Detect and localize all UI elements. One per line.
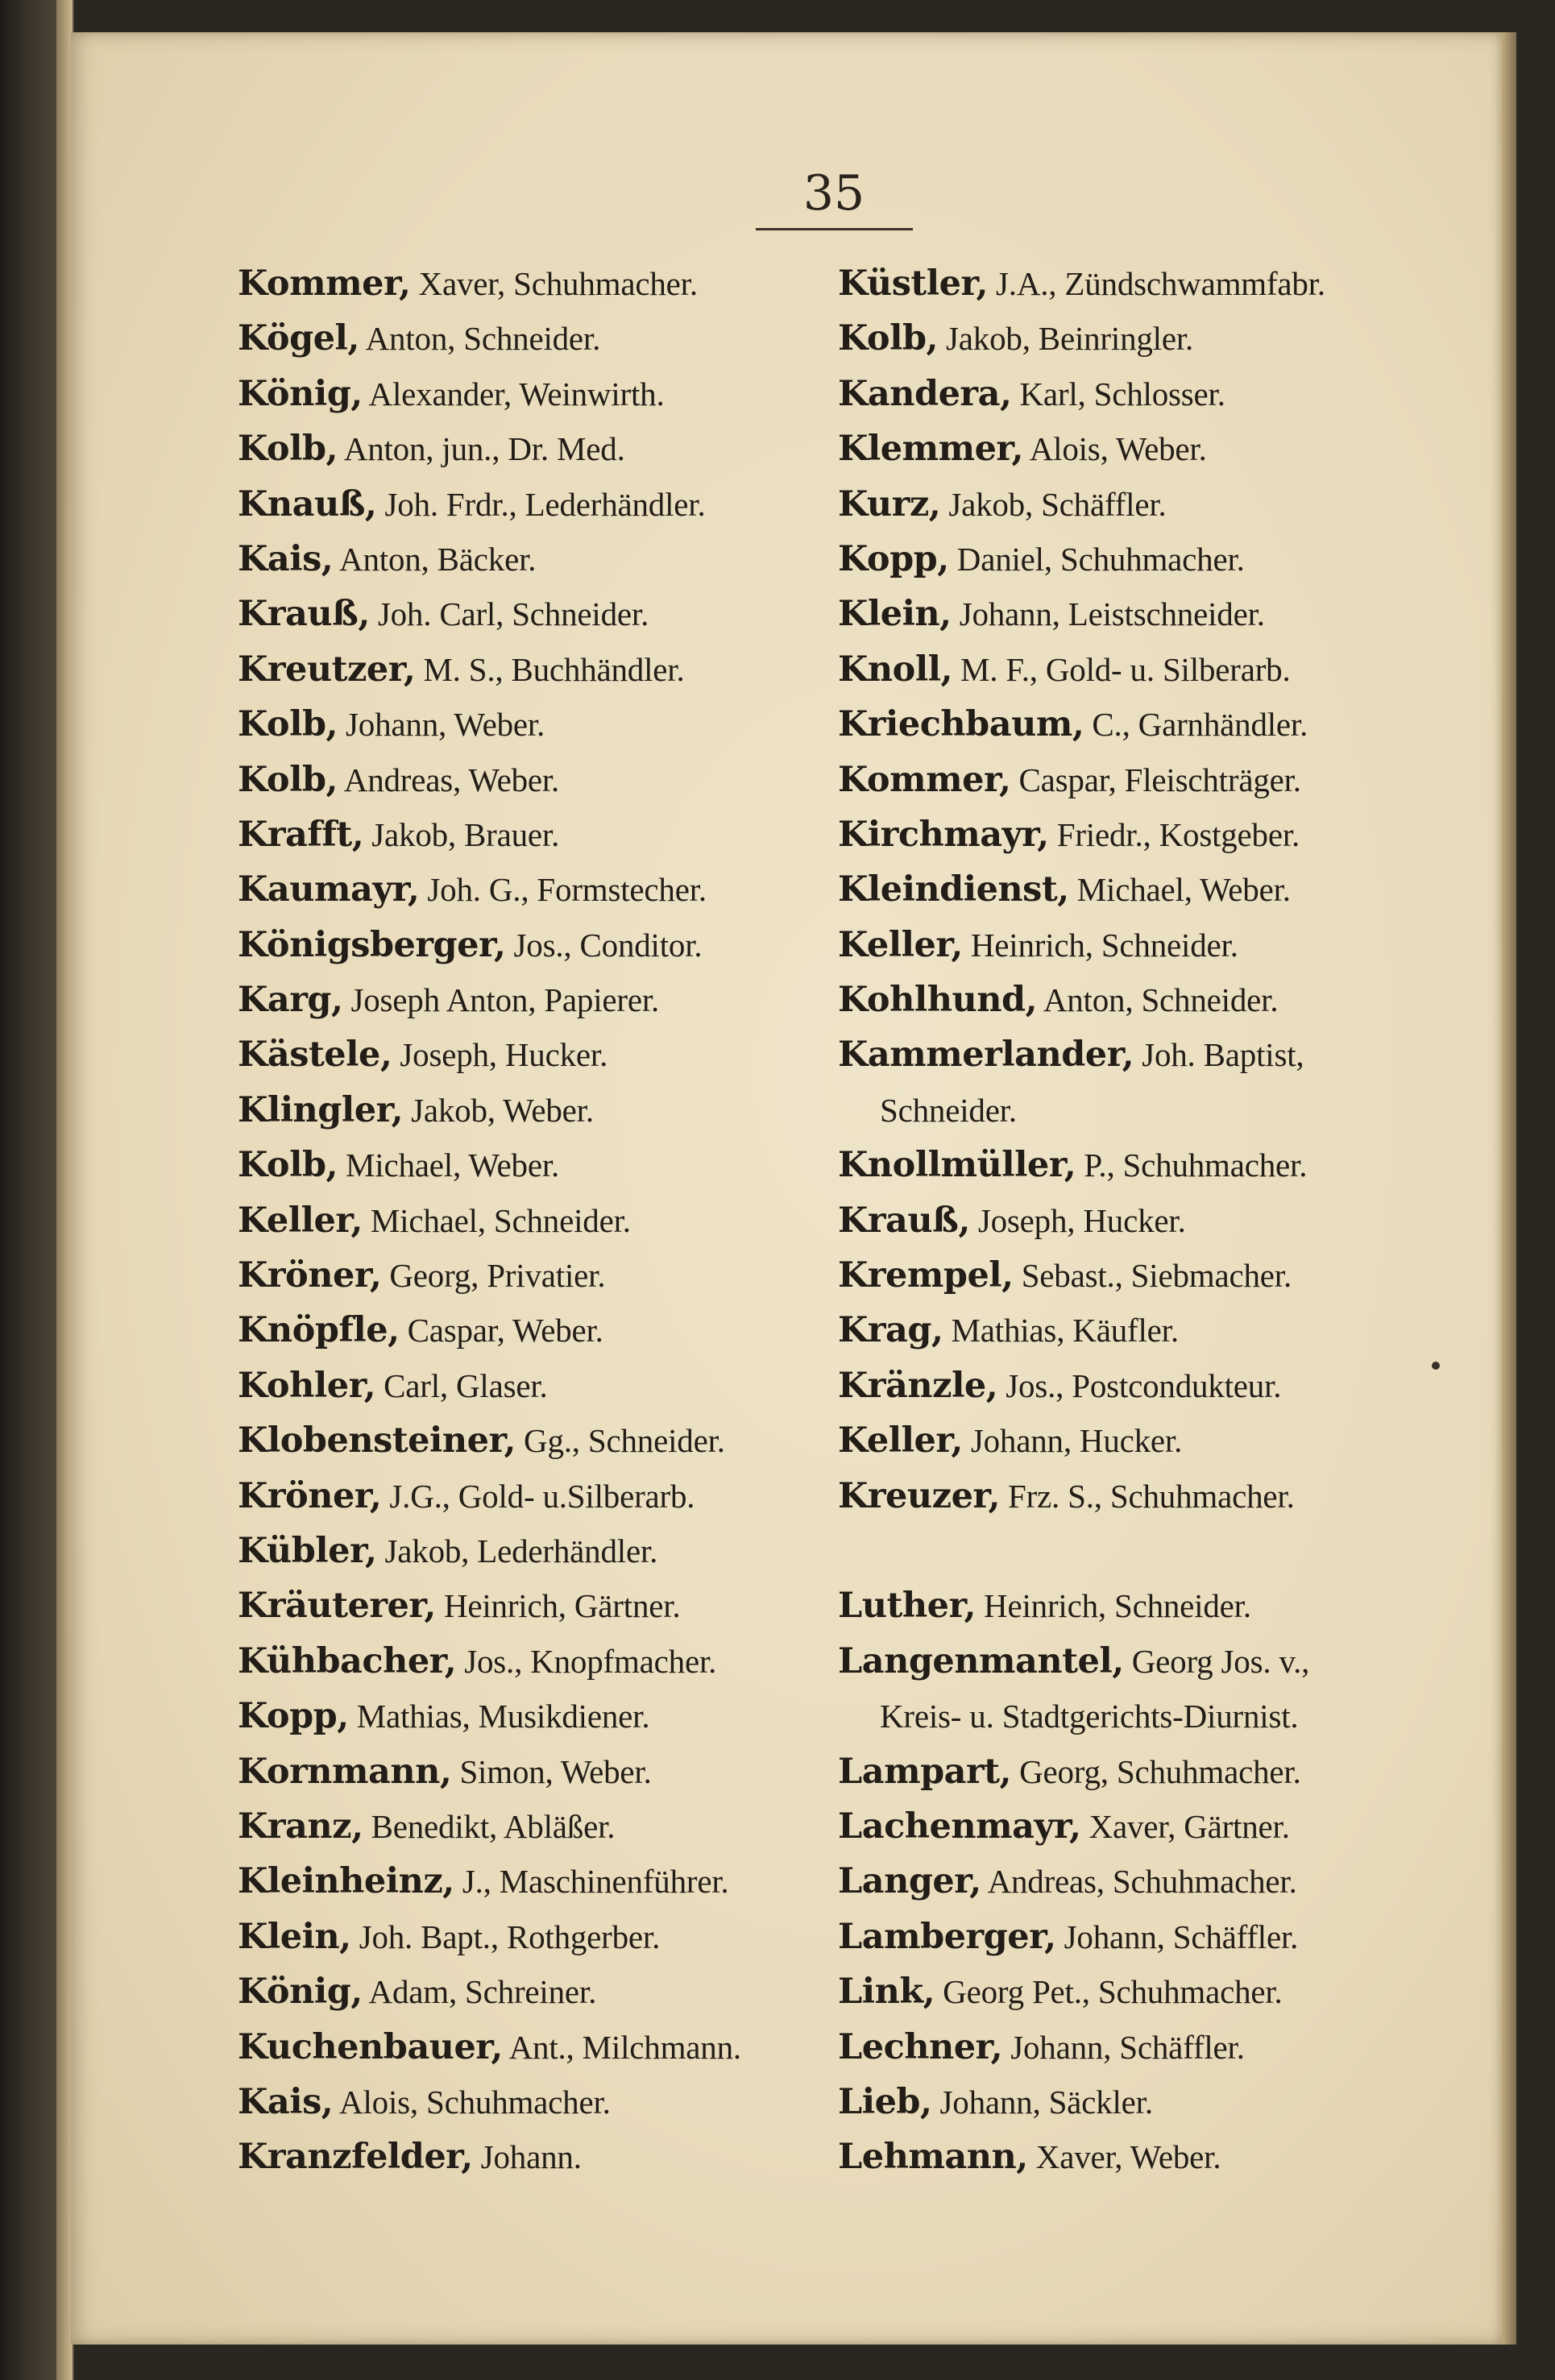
entry-surname: Kandera, bbox=[838, 373, 1012, 414]
directory-entry bbox=[238, 2020, 818, 2075]
directory-entry bbox=[838, 367, 1402, 421]
entry-surname: Kühbacher, bbox=[238, 1640, 457, 1681]
entry-details: Georg, Schuhmacher. bbox=[1019, 1752, 1301, 1790]
entry-details: Jakob, Weber. bbox=[411, 1091, 594, 1129]
entry-surname: Klein, bbox=[238, 1916, 351, 1957]
entry-surname: Kurz, bbox=[838, 483, 941, 525]
directory-entry bbox=[838, 1248, 1402, 1303]
entry-surname: Kaumayr, bbox=[238, 869, 420, 910]
entry-details: Mathias, Käufler. bbox=[951, 1312, 1179, 1350]
entry-surname: Link, bbox=[838, 1972, 935, 2013]
entry-details: Heinrich, Schneider. bbox=[970, 926, 1238, 964]
entry-details: Joh. Bapt., Rothgerber. bbox=[359, 1918, 661, 1955]
entry-details: Joseph Anton, Papierer. bbox=[350, 981, 660, 1019]
page-number: 35 bbox=[802, 165, 865, 222]
entry-details: Jakob, Lederhändler. bbox=[384, 1532, 658, 1569]
entry-surname: Keller, bbox=[838, 924, 963, 965]
directory-entry bbox=[838, 1854, 1402, 1909]
directory-entry bbox=[238, 1027, 818, 1082]
entry-details: Johann, Säckler. bbox=[939, 2083, 1153, 2121]
entry-surname: Kreutzer, bbox=[238, 649, 416, 690]
entry-details: Heinrich, Gärtner. bbox=[443, 1587, 681, 1625]
entry-surname: Kommer, bbox=[838, 759, 1011, 800]
entry-details: Schneider. bbox=[880, 1091, 1017, 1129]
directory-entry bbox=[238, 1248, 818, 1303]
directory-entry bbox=[238, 1303, 818, 1358]
directory-entry bbox=[238, 256, 818, 311]
entry-details: Caspar, Weber. bbox=[407, 1312, 603, 1350]
directory-entry bbox=[838, 477, 1402, 532]
directory-entry bbox=[838, 862, 1402, 917]
directory-entry bbox=[238, 367, 818, 421]
entry-surname: Kais, bbox=[238, 538, 334, 579]
directory-entry bbox=[838, 1578, 1402, 1633]
directory-entry bbox=[238, 1964, 818, 2019]
directory-entry bbox=[838, 807, 1402, 862]
entry-details: Joh. Frdr., Lederhändler. bbox=[384, 485, 706, 523]
entry-details: Jos., Knopfmacher. bbox=[464, 1642, 717, 1680]
entry-details: Anton, jun., Dr. Med. bbox=[343, 430, 625, 468]
directory-entry bbox=[238, 1578, 818, 1633]
entry-surname: Kopp, bbox=[238, 1696, 349, 1737]
entry-surname: Kolb, bbox=[238, 429, 338, 470]
entry-details: Georg Jos. v., bbox=[1131, 1642, 1310, 1680]
entry-surname: Kornmann, bbox=[238, 1751, 452, 1792]
directory-entry bbox=[838, 1413, 1402, 1468]
directory-entry bbox=[838, 1138, 1402, 1192]
entry-details: Anton, Schneider. bbox=[365, 320, 601, 358]
entry-surname: Kirchmayr, bbox=[838, 814, 1049, 855]
entry-details: C., Garnhändler. bbox=[1092, 706, 1308, 744]
directory-entry bbox=[838, 1027, 1402, 1082]
directory-entry bbox=[238, 1083, 818, 1138]
directory-entry bbox=[238, 1799, 818, 1854]
entry-details: Benedikt, Abläßer. bbox=[371, 1807, 616, 1845]
entry-surname: Kolb, bbox=[838, 318, 938, 359]
entry-details: Jakob, Beinringler. bbox=[946, 320, 1194, 358]
entry-details: Michael, Schneider. bbox=[370, 1201, 631, 1239]
directory-entry bbox=[838, 1909, 1402, 1964]
left-column bbox=[238, 256, 818, 2185]
entry-details: Alois, Schuhmacher. bbox=[339, 2083, 611, 2121]
directory-entry bbox=[238, 1413, 818, 1468]
entry-details: Georg Pet., Schuhmacher. bbox=[943, 1973, 1283, 2011]
ink-spot bbox=[1432, 1362, 1440, 1370]
directory-entry bbox=[838, 1634, 1402, 1689]
directory-entry bbox=[838, 1358, 1402, 1413]
directory-entry bbox=[238, 477, 818, 532]
entry-details: Johann, Leistschneider. bbox=[959, 595, 1265, 633]
entry-surname: Knoll, bbox=[838, 649, 952, 690]
directory-entry bbox=[238, 1524, 818, 1578]
entry-details: Andreas, Weber. bbox=[343, 761, 560, 798]
directory-entry bbox=[838, 1689, 1402, 1744]
entry-surname: Karg, bbox=[238, 980, 343, 1021]
entry-details: Karl, Schlosser. bbox=[1019, 375, 1225, 413]
entry-surname: Klein, bbox=[838, 594, 952, 635]
entry-details: Joseph, Hucker. bbox=[400, 1036, 608, 1074]
entry-details: Caspar, Fleischträger. bbox=[1018, 761, 1301, 798]
entry-surname: Kranzfelder, bbox=[238, 2137, 473, 2178]
entry-details: J., Maschinenführer. bbox=[462, 1863, 729, 1901]
entry-surname: Lieb, bbox=[838, 2081, 932, 2122]
entry-details: Gg., Schneider. bbox=[524, 1422, 725, 1460]
directory-entry bbox=[838, 311, 1402, 366]
entry-details: Adam, Schreiner. bbox=[368, 1973, 597, 2011]
directory-entry bbox=[238, 807, 818, 862]
directory-entry bbox=[238, 2075, 818, 2129]
entry-details: Xaver, Weber. bbox=[1035, 2138, 1221, 2176]
entry-surname: Kräuterer, bbox=[238, 1586, 436, 1627]
entry-surname: Kuchenbauer, bbox=[238, 2026, 503, 2067]
directory-entry bbox=[238, 862, 818, 917]
directory-entry bbox=[838, 256, 1402, 311]
entry-surname: Kästele, bbox=[238, 1035, 392, 1076]
entry-surname: Kröner, bbox=[238, 1255, 382, 1296]
entry-details: Simon, Weber. bbox=[459, 1752, 652, 1790]
entry-surname: Knollmüller, bbox=[838, 1145, 1076, 1186]
directory-entry bbox=[838, 1744, 1402, 1799]
entry-surname: Kranz, bbox=[238, 1806, 363, 1847]
entry-surname: Krauß, bbox=[238, 594, 370, 635]
directory-entry bbox=[838, 972, 1402, 1027]
entry-surname: König, bbox=[238, 373, 363, 414]
entry-surname: Lachenmayr, bbox=[838, 1806, 1081, 1847]
entry-details: Joh. Baptist, bbox=[1142, 1036, 1304, 1074]
entry-details: Heinrich, Schneider. bbox=[984, 1587, 1251, 1625]
directory-entry bbox=[838, 1303, 1402, 1358]
entry-surname: Kommer, bbox=[238, 263, 411, 304]
directory-entry bbox=[238, 1689, 818, 1744]
entry-surname: Kolb, bbox=[238, 759, 338, 800]
entry-details: Johann. bbox=[480, 2138, 582, 2176]
entry-details: J.A., Zündschwammfabr. bbox=[996, 265, 1325, 302]
entry-details: Frz. S., Schuhmacher. bbox=[1007, 1477, 1295, 1515]
entry-details: Daniel, Schuhmacher. bbox=[956, 540, 1245, 578]
entry-surname: Kohlhund, bbox=[838, 980, 1038, 1021]
directory-entry bbox=[238, 587, 818, 641]
entry-details: Jos., Conditor. bbox=[513, 926, 703, 964]
entry-details: Mathias, Musikdiener. bbox=[356, 1698, 650, 1735]
directory-entry bbox=[238, 1634, 818, 1689]
entry-surname: Keller, bbox=[838, 1420, 963, 1462]
entry-details: Kreis- u. Stadtgerichts-Diurnist. bbox=[880, 1698, 1299, 1735]
entry-details: Xaver, Gärtner. bbox=[1088, 1807, 1290, 1845]
page-gutter bbox=[56, 0, 73, 2380]
entry-surname: Langenmantel, bbox=[838, 1640, 1124, 1681]
directory-entry bbox=[838, 1799, 1402, 1854]
entry-details: Andreas, Schuhmacher. bbox=[987, 1863, 1297, 1901]
entry-surname: Kleindienst, bbox=[838, 869, 1069, 910]
entry-surname: Kränzle, bbox=[838, 1365, 998, 1406]
directory-entry bbox=[238, 642, 818, 697]
directory-entry bbox=[838, 2075, 1402, 2129]
entry-details: Johann, Hucker. bbox=[970, 1422, 1183, 1460]
section-gap bbox=[838, 1524, 1402, 1578]
entry-details: J.G., Gold- u.Silberarb. bbox=[389, 1477, 695, 1515]
directory-entry bbox=[838, 1964, 1402, 2019]
right-column bbox=[838, 256, 1402, 2185]
directory-entry bbox=[238, 1854, 818, 1909]
entry-surname: Knöpfle, bbox=[238, 1310, 400, 1351]
entry-surname: Krempel, bbox=[838, 1255, 1014, 1296]
directory-entry bbox=[238, 311, 818, 366]
directory-entry bbox=[838, 421, 1402, 476]
directory-entry bbox=[838, 2129, 1402, 2184]
entry-details: Georg, Privatier. bbox=[389, 1257, 606, 1295]
directory-entry bbox=[238, 421, 818, 476]
directory-entry bbox=[238, 532, 818, 587]
entry-surname: Lamberger, bbox=[838, 1916, 1056, 1957]
entry-details: P., Schuhmacher. bbox=[1084, 1146, 1308, 1184]
entry-surname: Langer, bbox=[838, 1861, 981, 1902]
entry-details: Jos., Postcondukteur. bbox=[1006, 1366, 1282, 1404]
directory-entry bbox=[838, 2020, 1402, 2075]
entry-surname: Krafft, bbox=[238, 814, 364, 855]
entry-surname: Klingler, bbox=[238, 1089, 404, 1130]
directory-entry bbox=[838, 587, 1402, 641]
entry-surname: Kübler, bbox=[238, 1530, 377, 1571]
directory-entry bbox=[838, 918, 1402, 972]
directory-entry bbox=[238, 1469, 818, 1524]
directory-entry bbox=[238, 1193, 818, 1248]
directory-entry bbox=[238, 1358, 818, 1413]
entry-surname: Lechner, bbox=[838, 2026, 1003, 2067]
entry-details: Alexander, Weinwirth. bbox=[368, 375, 665, 413]
directory-entry bbox=[238, 697, 818, 752]
entry-surname: Küstler, bbox=[838, 263, 988, 304]
entry-details: Anton, Bäcker. bbox=[339, 540, 537, 578]
directory-entry bbox=[838, 753, 1402, 807]
entry-details: Joseph, Hucker. bbox=[977, 1201, 1186, 1239]
page-edge bbox=[1502, 32, 1516, 2345]
directory-entry bbox=[238, 1138, 818, 1192]
entry-surname: Kleinheinz, bbox=[238, 1861, 454, 1902]
entry-surname: Luther, bbox=[838, 1586, 976, 1627]
entry-surname: Kais, bbox=[238, 2081, 334, 2122]
directory-entry bbox=[838, 1083, 1402, 1138]
entry-details: Jakob, Schäffler. bbox=[948, 485, 1167, 523]
entry-details: Sebast., Siebmacher. bbox=[1021, 1257, 1292, 1295]
entry-surname: Kögel, bbox=[238, 318, 359, 359]
entry-surname: Kriechbaum, bbox=[838, 704, 1084, 745]
entry-details: M. F., Gold- u. Silberarb. bbox=[960, 650, 1291, 688]
directory-entry bbox=[238, 2129, 818, 2184]
directory-entry bbox=[838, 532, 1402, 587]
entry-surname: Krauß, bbox=[838, 1200, 970, 1241]
directory-entry bbox=[838, 642, 1402, 697]
directory-entry bbox=[838, 1469, 1402, 1524]
directory-entry bbox=[238, 918, 818, 972]
entry-surname: Kammerlander, bbox=[838, 1035, 1134, 1076]
entry-surname: Krag, bbox=[838, 1310, 943, 1351]
directory-entry bbox=[838, 1193, 1402, 1248]
entry-surname: Keller, bbox=[238, 1200, 363, 1241]
entry-surname: Klobensteiner, bbox=[238, 1420, 516, 1462]
entry-details: Carl, Glaser. bbox=[384, 1366, 548, 1404]
entry-surname: König, bbox=[238, 1972, 363, 2013]
directory-entry bbox=[238, 1909, 818, 1964]
entry-details: Friedr., Kostgeber. bbox=[1056, 815, 1300, 853]
entry-details: M. S., Buchhändler. bbox=[423, 650, 685, 688]
entry-details: Jakob, Brauer. bbox=[371, 815, 560, 853]
entry-surname: Kröner, bbox=[238, 1475, 382, 1516]
directory-entry bbox=[238, 1744, 818, 1799]
entry-surname: Kolb, bbox=[238, 704, 338, 745]
entry-surname: Königsberger, bbox=[238, 924, 506, 965]
entry-details: Alois, Weber. bbox=[1029, 430, 1207, 468]
entry-surname: Klemmer, bbox=[838, 429, 1023, 470]
entry-details: Johann, Schäffler. bbox=[1010, 2028, 1245, 2066]
entry-surname: Kohler, bbox=[238, 1365, 376, 1406]
entry-surname: Lampart, bbox=[838, 1751, 1012, 1792]
entry-details: Joh. Carl, Schneider. bbox=[377, 595, 649, 633]
directory-entry bbox=[238, 972, 818, 1027]
entry-details: Johann, Schäffler. bbox=[1064, 1918, 1299, 1955]
entry-surname: Kolb, bbox=[238, 1145, 338, 1186]
page-number-rule bbox=[756, 228, 913, 230]
entry-details: Xaver, Schuhmacher. bbox=[418, 265, 698, 302]
directory-entry bbox=[838, 697, 1402, 752]
entry-details: Johann, Weber. bbox=[346, 706, 545, 744]
entry-surname: Kreuzer, bbox=[838, 1475, 1000, 1516]
entry-details: Joh. G., Formstecher. bbox=[427, 871, 707, 909]
entry-details: Ant., Milchmann. bbox=[508, 2028, 741, 2066]
entry-details: Michael, Weber. bbox=[346, 1146, 560, 1184]
entry-surname: Lehmann, bbox=[838, 2137, 1028, 2178]
directory-entry bbox=[238, 753, 818, 807]
entry-surname: Kopp, bbox=[838, 538, 949, 579]
entry-details: Michael, Weber. bbox=[1076, 871, 1291, 909]
entry-surname: Knauß, bbox=[238, 483, 377, 525]
entry-details: Anton, Schneider. bbox=[1043, 981, 1279, 1019]
